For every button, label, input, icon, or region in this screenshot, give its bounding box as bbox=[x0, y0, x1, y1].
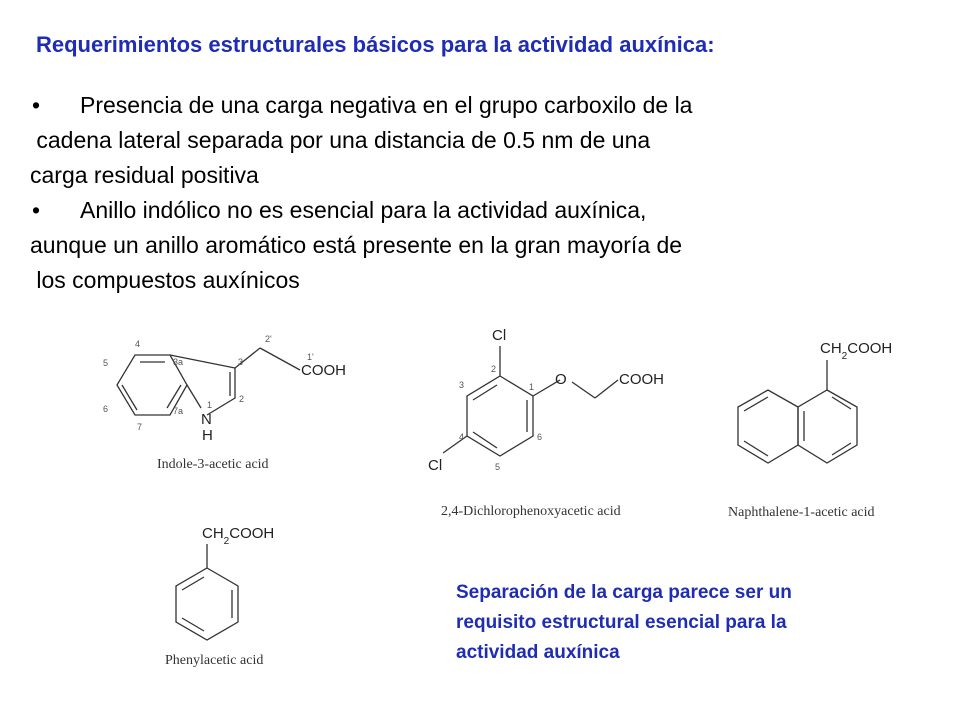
atom-number: 4 bbox=[135, 339, 141, 349]
d24-oxygen: O bbox=[555, 371, 567, 388]
note-line-2: requisito estructural esencial para la bbox=[456, 612, 787, 633]
d24-cooh: COOH bbox=[619, 371, 664, 388]
atom-number: 2' bbox=[265, 334, 272, 344]
iaa-h: H bbox=[202, 427, 213, 444]
bullet-icon: • bbox=[32, 92, 41, 118]
atom-number: 5 bbox=[495, 462, 501, 472]
d24-cl-bottom: Cl bbox=[428, 457, 443, 474]
atom-number: 3 bbox=[238, 357, 244, 367]
note-line-3: actividad auxínica bbox=[456, 642, 620, 663]
bullet-icon: • bbox=[32, 197, 41, 223]
naa-caption: Naphthalene-1-acetic acid bbox=[728, 505, 875, 520]
bullet-2-line-2: aunque un anillo aromático está presente en la gran mayoría de bbox=[30, 232, 683, 258]
atom-number: 3a bbox=[173, 357, 184, 367]
atom-number: 7a bbox=[173, 406, 184, 416]
bullet-1-line-3: carga residual positiva bbox=[30, 162, 259, 188]
d24-caption: 2,4-Dichlorophenoxyacetic acid bbox=[441, 504, 621, 519]
atom-number: 2 bbox=[491, 364, 497, 374]
dichlorophenoxyacetic-acid-structure bbox=[425, 318, 685, 523]
d24-cl-top: Cl bbox=[492, 327, 507, 344]
atom-number: 1 bbox=[529, 382, 535, 392]
bullet-1-text-1: Presencia de una carga negativa en el grupo carboxilo de la bbox=[80, 92, 693, 118]
naphthalene-ring-right bbox=[798, 390, 857, 463]
naphthalene-1-acetic-acid-structure bbox=[722, 335, 922, 525]
atom-number: 1' bbox=[307, 352, 314, 362]
bullet-2-line-3: los compuestos auxínicos bbox=[30, 267, 300, 293]
naphthalene-ring-left bbox=[738, 390, 798, 463]
bullet-2-line-1 bbox=[30, 193, 930, 228]
conclusion-note bbox=[456, 578, 792, 668]
indole-3-acetic-acid-structure bbox=[95, 330, 375, 480]
note-line-1: Separación de la carga parece ser un bbox=[456, 582, 792, 603]
atom-number: 2 bbox=[239, 394, 245, 404]
slide-title: Requerimientos estructurales básicos para la actividad auxínica: bbox=[36, 32, 715, 57]
iaa-n: N bbox=[201, 411, 212, 428]
naa-ch2cooh: $CH_2COOH$ bbox=[820, 340, 893, 362]
atom-number: 6 bbox=[537, 432, 543, 442]
iaa-cooh: COOH bbox=[301, 362, 346, 379]
atom-number: 6 bbox=[103, 404, 109, 414]
benzene-ring bbox=[176, 568, 238, 640]
bullet-2-text-1: Anillo indólico no es esencial para la actividad auxínica, bbox=[80, 197, 647, 223]
atom-number: 5 bbox=[103, 358, 109, 368]
bullet-1-line-2: cadena lateral separada por una distancia de 0.5 nm de una bbox=[30, 127, 651, 153]
benzene-ring bbox=[467, 376, 533, 456]
atom-number: 3 bbox=[459, 380, 465, 390]
bullet-1-line-1 bbox=[30, 88, 930, 123]
bullet-list bbox=[30, 88, 930, 298]
paa-ch2cooh: $CH_2COOH$ bbox=[202, 525, 275, 547]
phenylacetic-acid-structure bbox=[160, 522, 320, 672]
atom-number: 1 bbox=[207, 400, 213, 410]
iaa-caption: Indole-3-acetic acid bbox=[157, 457, 269, 472]
paa-caption: Phenylacetic acid bbox=[165, 653, 264, 668]
atom-number: 4 bbox=[459, 432, 465, 442]
atom-number: 7 bbox=[137, 422, 143, 432]
